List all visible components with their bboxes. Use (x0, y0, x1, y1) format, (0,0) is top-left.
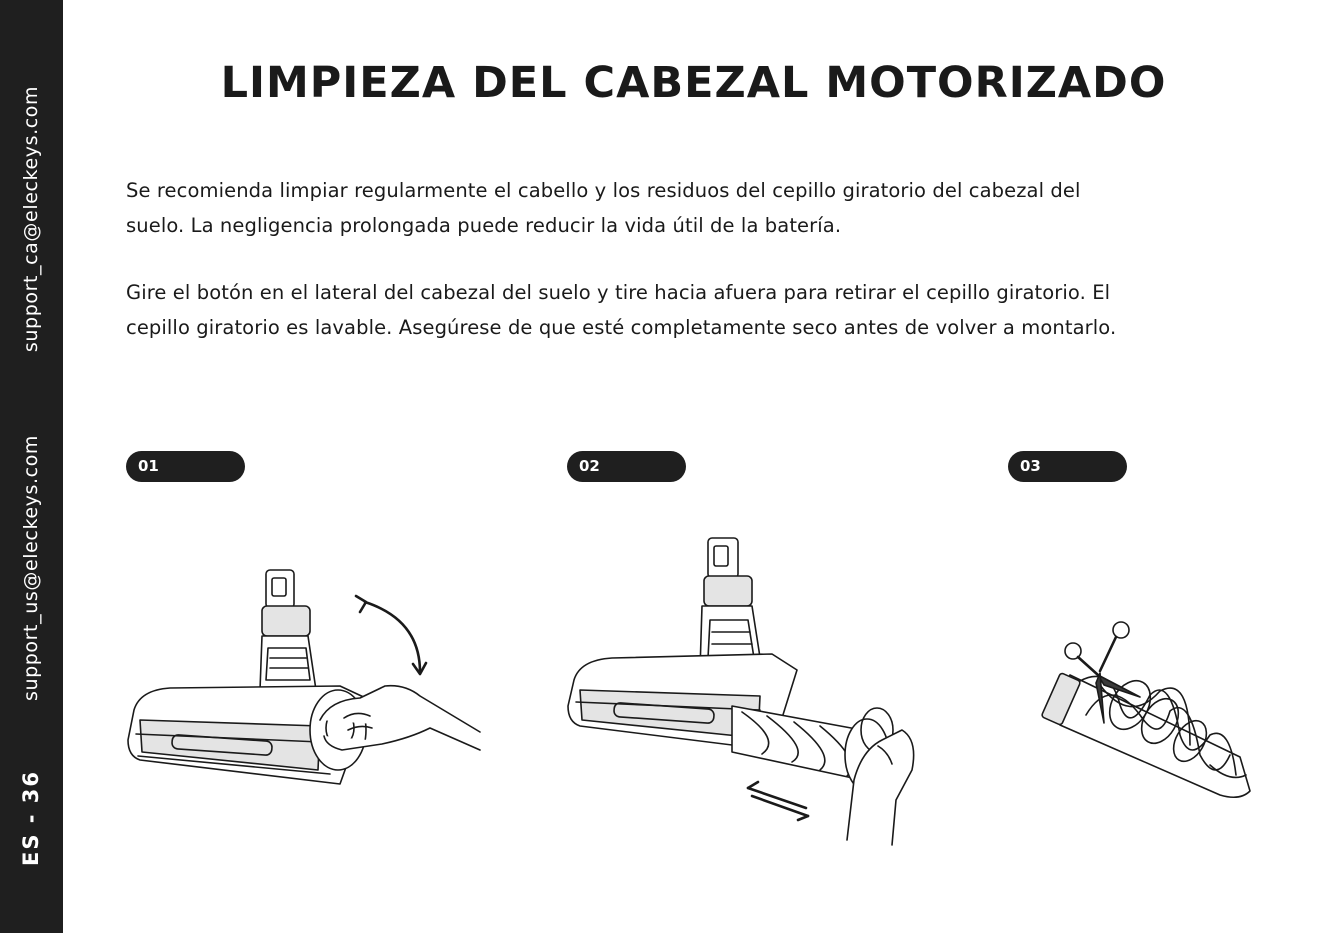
step-badge-03: 03 (1008, 451, 1127, 482)
paragraph-line: suelo. La negligencia prolongada puede reducir la vida útil de la batería. (126, 214, 842, 237)
step-badge-02: 02 (567, 451, 686, 482)
page-title: LIMPIEZA DEL CABEZAL MOTORIZADO (220, 58, 1167, 108)
paragraph-recommendation (126, 173, 1276, 243)
sidebar (0, 0, 63, 933)
paragraph-line: Gire el botón en el lateral del cabezal del suelo y tire hacia afuera para retirar el cepillo giratorio. El (126, 281, 1111, 304)
paragraph-line: Se recomienda limpiar regularmente el cabello y los residuos del cepillo giratorio del cabezal del (126, 179, 1081, 202)
page-number: ES - 36 (19, 769, 43, 867)
support-email-ca: support_ca@eleckeys.com (20, 85, 42, 353)
step-badge-01: 01 (126, 451, 245, 482)
paragraph-line: cepillo giratorio es lavable. Asegúrese de que esté completamente seco antes de volver a montarlo. (126, 316, 1117, 339)
pull-out-brush-illustration (562, 530, 932, 850)
rotate-knob-illustration (120, 560, 500, 800)
paragraph-instructions (126, 275, 1276, 345)
cut-hair-illustration (1040, 615, 1260, 805)
support-email-us: support_us@eleckeys.com (20, 434, 42, 702)
